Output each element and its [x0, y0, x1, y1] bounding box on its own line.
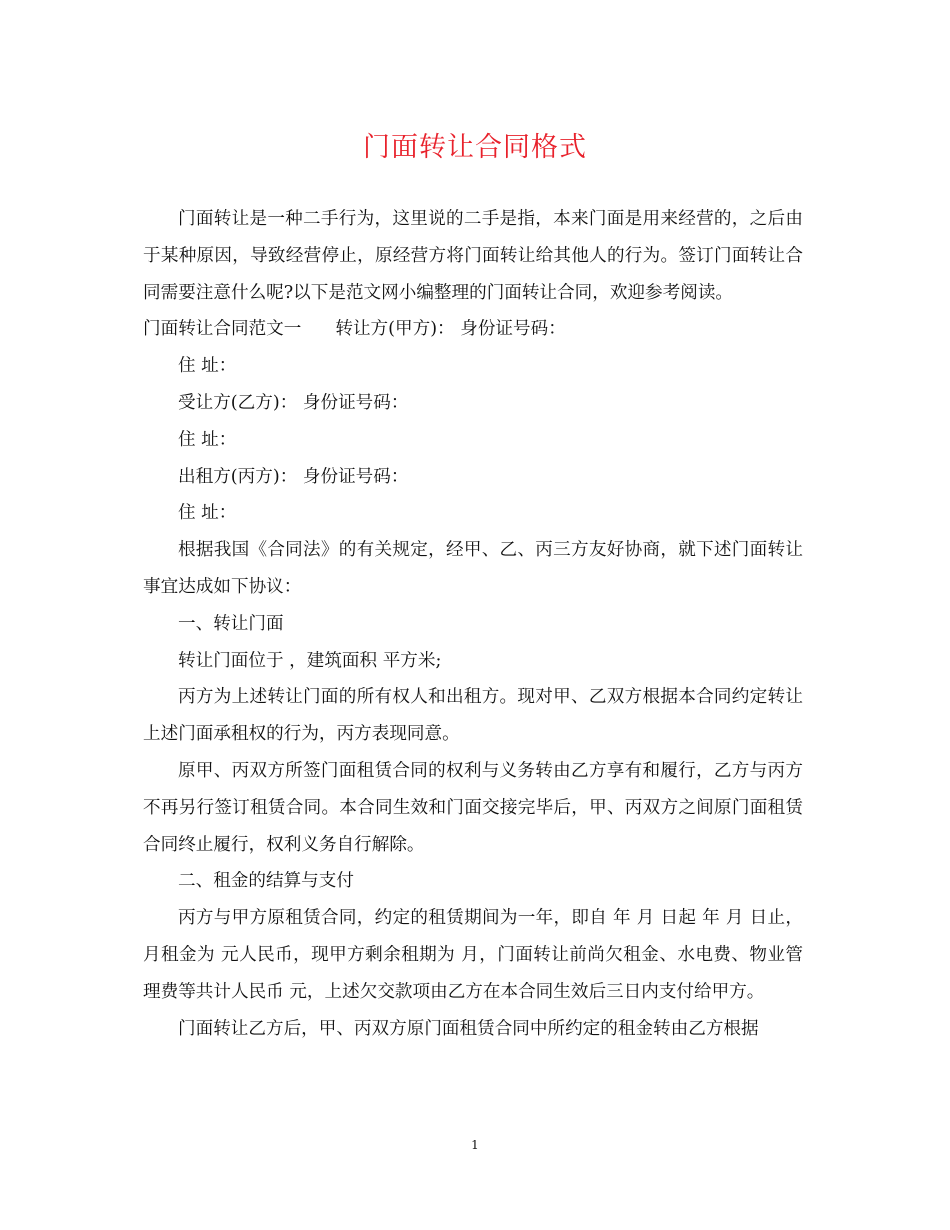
paragraph: 原甲、丙双方所签门面租赁合同的权利与义务转由乙方享有和履行，乙方与丙方不再另行签订租赁合同。本合同生效和门面交接完毕后，甲、丙双方之间原门面租赁合同终止履行，权利义务自行解除。: [143, 760, 803, 855]
paragraph: 门面转让乙方后，甲、丙双方原门面租赁合同中所约定的租金转由乙方根据: [178, 1018, 759, 1039]
paragraph-right-text: 转让方(甲方)： 身份证号码：: [335, 319, 566, 340]
paragraph: [143, 311, 803, 348]
paragraph: 受让方(乙方)： 身份证号码：: [178, 392, 409, 413]
paragraph: 住 址：: [178, 503, 237, 524]
paragraph: 住 址：: [178, 429, 237, 450]
page-number: 1: [471, 1138, 479, 1152]
document-body: [143, 201, 803, 1047]
paragraph: 根据我国《合同法》的有关规定，经甲、乙、丙三方友好协商，就下述门面转让事宜达成如下协议：: [143, 540, 803, 597]
paragraph: 转让门面位于 ，建筑面积 平方米;: [178, 650, 442, 671]
document-title: 门面转让合同格式: [363, 132, 587, 163]
paragraph: 一、转让门面: [178, 613, 284, 634]
paragraph: 丙方与甲方原租赁合同，约定的租赁期间为一年，即自 年 月 日起 年 月 日止，月租金为 元人民币，现甲方剩余租期为 月，门面转让前尚欠租金、水电费、物业管理费等共计人民币 元，上述欠交款项由乙方在本合同生效后三日内支付给甲方。: [143, 908, 803, 1002]
paragraph: 二、租金的结算与支付: [178, 871, 354, 892]
paragraph: 丙方为上述转让门面的所有权人和出租方。现对甲、乙双方根据本合同约定转让上述门面承租权的行为，丙方表现同意。: [143, 687, 803, 745]
paragraph: 出租方(丙方)： 身份证号码：: [178, 466, 409, 487]
paragraph-left-text: 门面转让合同范文一: [143, 319, 302, 340]
paragraph: 住 址：: [178, 356, 237, 377]
paragraph: 门面转让是一种二手行为，这里说的二手是指，本来门面是用来经营的，之后由于某种原因，导致经营停止，原经营方将门面转让给其他人的行为。签订门面转让合同需要注意什么呢?以下是范文网小编整理的门面转让合同，欢迎参考阅读。: [143, 209, 803, 303]
